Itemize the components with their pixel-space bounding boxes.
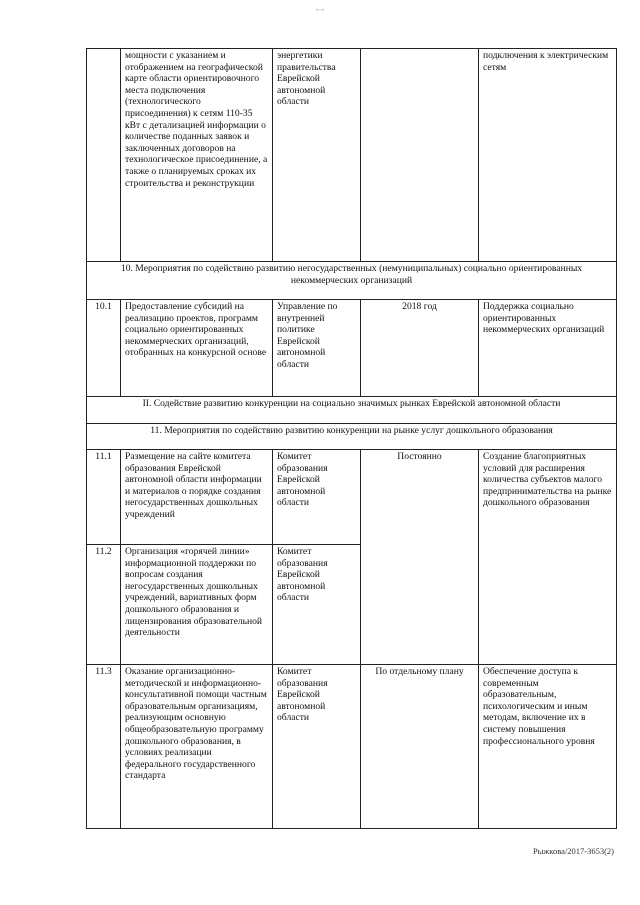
cell-term: По отдельному плану	[361, 665, 479, 829]
cell-executor: Комитет образования Еврейской автономной области	[273, 665, 361, 829]
section-row	[87, 397, 617, 424]
cell-number: 11.2	[87, 545, 121, 665]
cell-executor: Комитет образования Еврейской автономной области	[273, 545, 361, 665]
cell-activity: Организация «горячей линии» информационной поддержки по вопросам создания негосударственных дошкольных учреждений, вариативных форм дошкольного образования и лицензирования образовательной деятельности	[121, 545, 273, 665]
cell-number	[87, 49, 121, 262]
table-row	[87, 300, 617, 397]
cell-activity: Оказание организационно-методической и информационно-консультативной помощи частным образовательным организациям, реализующим основную общеобразовательную программу дошкольного образования, в условиях реализации федерального государственного стандарта	[121, 665, 273, 829]
table-row	[87, 450, 617, 545]
cell-number: 11.1	[87, 450, 121, 545]
cell-executor: Комитет образования Еврейской автономной области	[273, 450, 361, 545]
cell-activity: Размещение на сайте комитета образования Еврейской автономной области информации и материалов о порядке создания негосударственных дошкольных учреждений	[121, 450, 273, 545]
cell-result: Поддержка социально ориентированных некоммерческих организаций	[479, 300, 617, 397]
cell-number: 10.1	[87, 300, 121, 397]
cell-executor: энергетики правительства Еврейской автономной области	[273, 49, 361, 262]
cell-result: Обеспечение доступа к современным образовательным, психологическим и иным методам, включение их в систему повышения профессионального уровня	[479, 665, 617, 829]
section-row	[87, 262, 617, 300]
cell-term: Постоянно	[361, 450, 479, 665]
cell-term: 2018 год	[361, 300, 479, 397]
cell-number: 11.3	[87, 665, 121, 829]
table-row	[87, 49, 617, 262]
section-title-II: II. Содействие развитию конкуренции на социально значимых рынках Еврейской автономной области	[87, 397, 617, 424]
page-mark: - -	[315, 4, 325, 14]
cell-executor: Управление по внутренней политике Еврейской автономной области	[273, 300, 361, 397]
cell-result: подключения к электрическим сетям	[479, 49, 617, 262]
section-row	[87, 424, 617, 450]
table-row	[87, 665, 617, 829]
section-title-10: 10. Мероприятия по содействию развитию негосударственных (немуниципальных) социально ориентированных некоммерческих организаций	[87, 262, 617, 300]
cell-activity: мощности с указанием и отображением на географической карте области ориентировочного места подключения (технологического присоединения) к сетям 110-35 кВт с детализацией информации о количестве поданных заявок и заключенных договоров на технологическое присоединение, а также о планируемых сроках их строительства и реконструкции	[121, 49, 273, 262]
measures-table	[86, 48, 617, 829]
cell-activity: Предоставление субсидий на реализацию проектов, программ социально ориентированных некоммерческих организаций, отобранных на конкурсной основе	[121, 300, 273, 397]
cell-term	[361, 49, 479, 262]
document-code: Рыжкова/2017-3653(2)	[532, 846, 614, 856]
section-title-11: 11. Мероприятия по содействию развитию конкуренции на рынке услуг дошкольного образования	[87, 424, 617, 450]
cell-result: Создание благоприятных условий для расширения количества субъектов малого предпринимательства на рынке дошкольного образования	[479, 450, 617, 665]
